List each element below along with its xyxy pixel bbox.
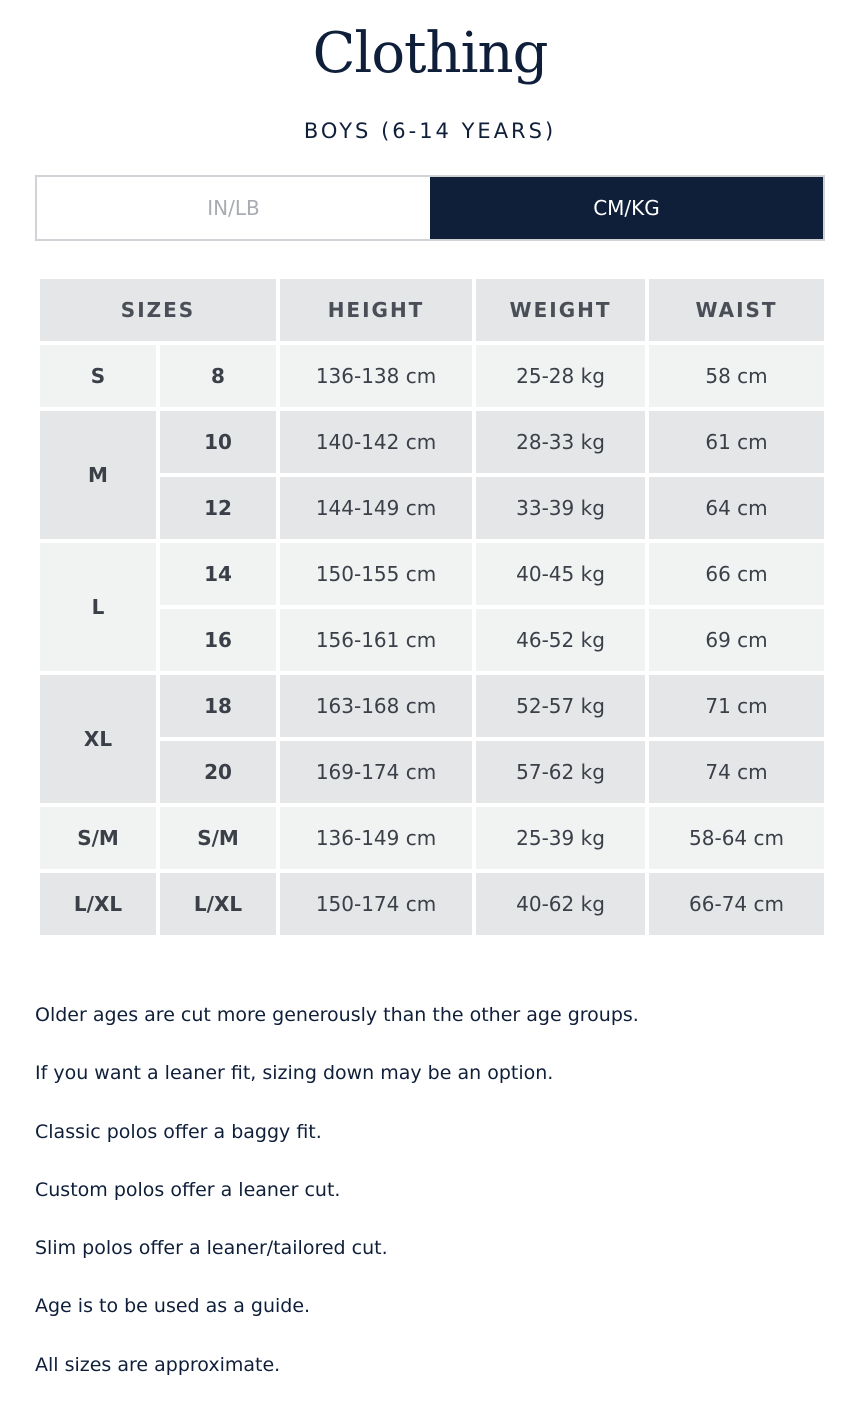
note-line: Older ages are cut more generously than the other age groups.	[35, 1004, 639, 1026]
weight-cell: 28-33 kg	[476, 411, 645, 473]
note-line: Classic polos offer a baggy fit.	[35, 1120, 322, 1143]
waist-cell: 69 cm	[649, 609, 824, 671]
table-header-row	[40, 279, 824, 341]
weight-cell: 46-52 kg	[476, 609, 645, 671]
waist-cell: 74 cm	[649, 741, 824, 803]
height-cell: 156-161 cm	[280, 609, 472, 671]
header-weight: WEIGHT	[476, 279, 645, 341]
table-row	[40, 477, 824, 539]
table-row	[40, 873, 824, 935]
unit-toggle	[35, 175, 825, 241]
table-row	[40, 345, 824, 407]
waist-cell: 66-74 cm	[649, 873, 824, 935]
table-row	[40, 411, 824, 473]
header-height: HEIGHT	[280, 279, 472, 341]
size-group-label: L	[40, 543, 156, 671]
fit-notes	[35, 998, 835, 1406]
note-line: Custom polos offer a leaner cut.	[35, 1178, 341, 1201]
waist-cell: 64 cm	[649, 477, 824, 539]
note-line: If you want a leaner fit, sizing down may be an option.	[35, 1062, 554, 1085]
size-number: 12	[160, 477, 276, 539]
size-group-label: M	[40, 411, 156, 539]
weight-cell: 25-39 kg	[476, 807, 645, 869]
size-group-label: S	[40, 345, 156, 407]
table-row	[40, 675, 824, 737]
table-row	[40, 609, 824, 671]
header-waist: WAIST	[649, 279, 824, 341]
height-cell: 150-155 cm	[280, 543, 472, 605]
cm-kg-button[interactable]: CM/KG	[430, 177, 823, 239]
size-number: S/M	[160, 807, 276, 869]
weight-cell: 52-57 kg	[476, 675, 645, 737]
header-sizes: SIZES	[40, 279, 276, 341]
height-cell: 140-142 cm	[280, 411, 472, 473]
table-row	[40, 741, 824, 803]
size-group-label: S/M	[40, 807, 156, 869]
weight-cell: 40-62 kg	[476, 873, 645, 935]
weight-cell: 57-62 kg	[476, 741, 645, 803]
note-line: All sizes are approximate.	[35, 1353, 281, 1376]
size-number: L/XL	[160, 873, 276, 935]
height-cell: 136-149 cm	[280, 807, 472, 869]
size-chart-table	[36, 275, 828, 939]
weight-cell: 40-45 kg	[476, 543, 645, 605]
height-cell: 169-174 cm	[280, 741, 472, 803]
height-cell: 163-168 cm	[280, 675, 472, 737]
height-cell: 150-174 cm	[280, 873, 472, 935]
size-group-label: L/XL	[40, 873, 156, 935]
weight-cell: 33-39 kg	[476, 477, 645, 539]
size-number: 14	[160, 543, 276, 605]
waist-cell: 58 cm	[649, 345, 824, 407]
size-number: 10	[160, 411, 276, 473]
size-number: 16	[160, 609, 276, 671]
weight-cell: 25-28 kg	[476, 345, 645, 407]
page-subtitle: BOYS (6-14 YEARS)	[303, 119, 557, 143]
size-number: 8	[160, 345, 276, 407]
height-cell: 136-138 cm	[280, 345, 472, 407]
table-row	[40, 807, 824, 869]
note-line: Age is to be used as a guide.	[35, 1295, 311, 1318]
height-cell: 144-149 cm	[280, 477, 472, 539]
size-group-label: XL	[40, 675, 156, 803]
waist-cell: 66 cm	[649, 543, 824, 605]
waist-cell: 61 cm	[649, 411, 824, 473]
in-lb-button[interactable]: IN/LB	[37, 177, 430, 239]
size-number: 18	[160, 675, 276, 737]
waist-cell: 71 cm	[649, 675, 824, 737]
waist-cell: 58-64 cm	[649, 807, 824, 869]
page-title: Clothing	[312, 21, 548, 86]
size-number: 20	[160, 741, 276, 803]
table-row	[40, 543, 824, 605]
note-line: Slim polos offer a leaner/tailored cut.	[35, 1237, 388, 1260]
